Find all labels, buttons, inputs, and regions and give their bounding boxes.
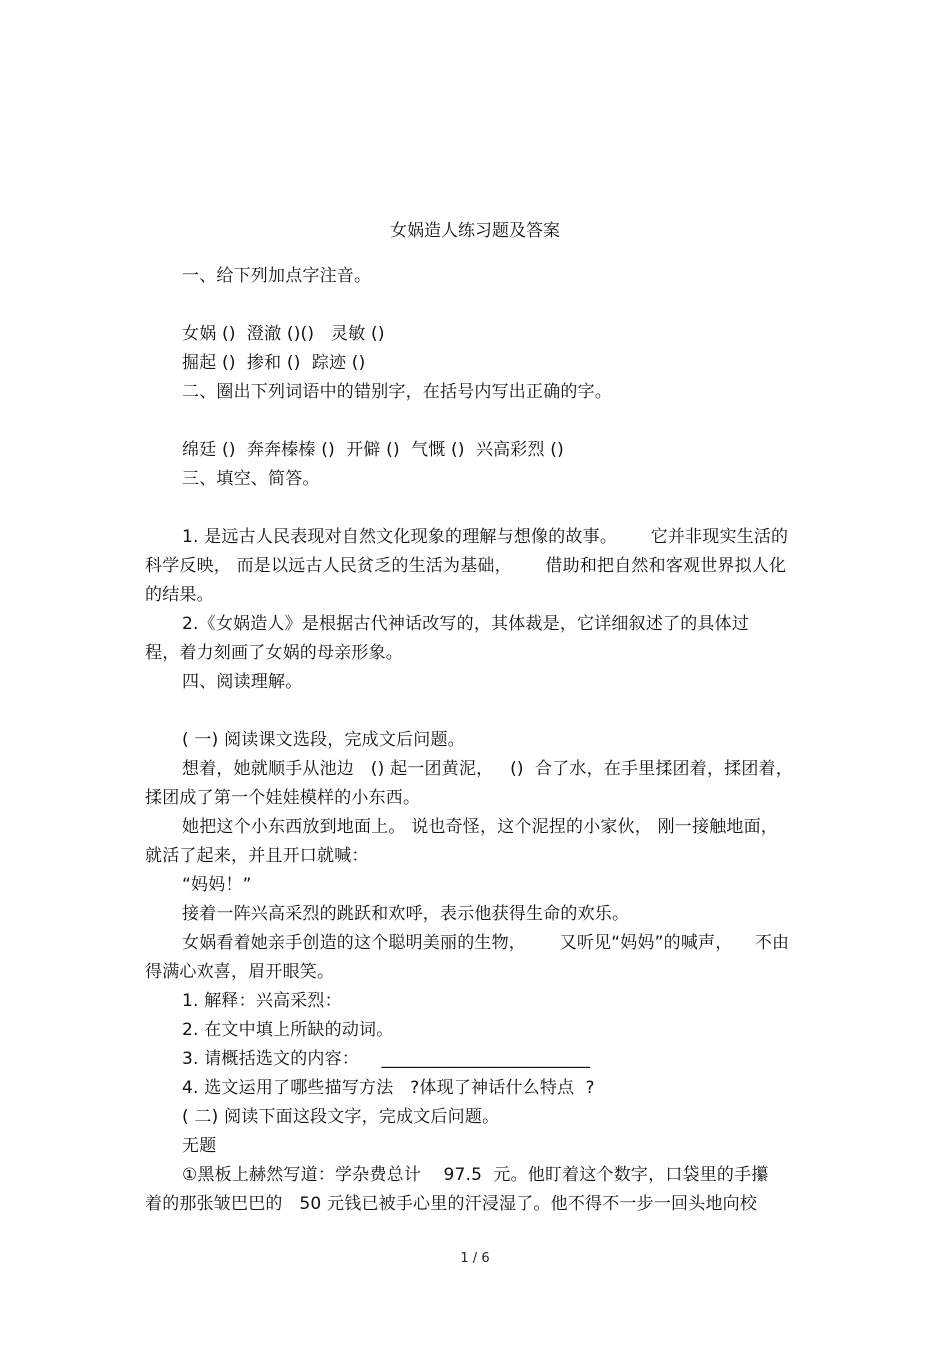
text-line: ①黑板上赫然写道：学杂费总计 97.5 元。他盯着这个数字，口袋里的手攥 xyxy=(182,1165,769,1185)
text-line: 1. 解释：兴高采烈： xyxy=(182,991,342,1011)
text-line: 想着，她就顺手从池边 () 起一团黄泥， () 合了水，在手里揉团着，揉团着， xyxy=(182,759,793,779)
text-line: 绵廷 () 奔奔榛榛 () 开僻 () 气慨 () 兴高彩烈 () xyxy=(182,440,564,460)
text-line: 科学反映， 而是以远古人民贫乏的生活为基础， 借助和把自然和客观世界拟人化 xyxy=(145,556,787,576)
text-line: 2.《女娲造人》是根据古代神话改写的，其体裁是，它详细叙述了的具体过 xyxy=(182,614,750,634)
text-line: 3. 请概括选文的内容： ________________________ xyxy=(182,1049,591,1069)
text-line: 的结果。 xyxy=(145,585,214,605)
text-line: 一、给下列加点字注音。 xyxy=(182,266,372,286)
page-title: 女娲造人练习题及答案 xyxy=(390,221,560,241)
page-number: 1 / 6 xyxy=(460,1251,490,1266)
text-line: 女娲 () 澄澈 ()() 灵敏 () xyxy=(182,324,385,344)
text-line: 着的那张皱巴巴的 50 元钱已被手心里的汗浸湿了。他不得不一步一回头地向校 xyxy=(145,1194,758,1214)
text-line: 二、圈出下列词语中的错别字，在括号内写出正确的字。 xyxy=(182,382,612,402)
text-line: 无题 xyxy=(182,1136,217,1156)
text-line: 1. 是远古人民表现对自然文化现象的理解与想像的故事。 它并非现实生活的 xyxy=(182,527,789,547)
text-line: 就活了起来，并且开口就喊： xyxy=(145,846,369,866)
text-line: ( 二) 阅读下面这段文字，完成文后问题。 xyxy=(182,1107,500,1127)
text-line: “妈妈！” xyxy=(182,875,252,895)
text-line: 三、填空、简答。 xyxy=(182,469,320,489)
text-line: 掘起 () 掺和 () 踪迹 () xyxy=(182,353,366,373)
text-line: 2. 在文中填上所缺的动词。 xyxy=(182,1020,394,1040)
text-line: 程，着力刻画了女娲的母亲形象。 xyxy=(145,643,403,663)
text-line: 女娲看着她亲手创造的这个聪明美丽的生物， 又听见“妈妈”的喊声， 不由 xyxy=(182,933,790,953)
text-line: 得满心欢喜，眉开眼笑。 xyxy=(145,962,335,982)
text-line: ( 一) 阅读课文选段，完成文后问题。 xyxy=(182,730,465,750)
text-line: 揉团成了第一个娃娃模样的小东西。 xyxy=(145,788,421,808)
text-line: 4. 选文运用了哪些描写方法 ?体现了神话什么特点 ? xyxy=(182,1078,595,1098)
text-line: 她把这个小东西放到地面上。 说也奇怪，这个泥捏的小家伙， 刚一接触地面， xyxy=(182,817,779,837)
text-line: 四、阅读理解。 xyxy=(182,672,303,692)
text-line: 接着一阵兴高采烈的跳跃和欢呼，表示他获得生命的欢乐。 xyxy=(182,904,630,924)
